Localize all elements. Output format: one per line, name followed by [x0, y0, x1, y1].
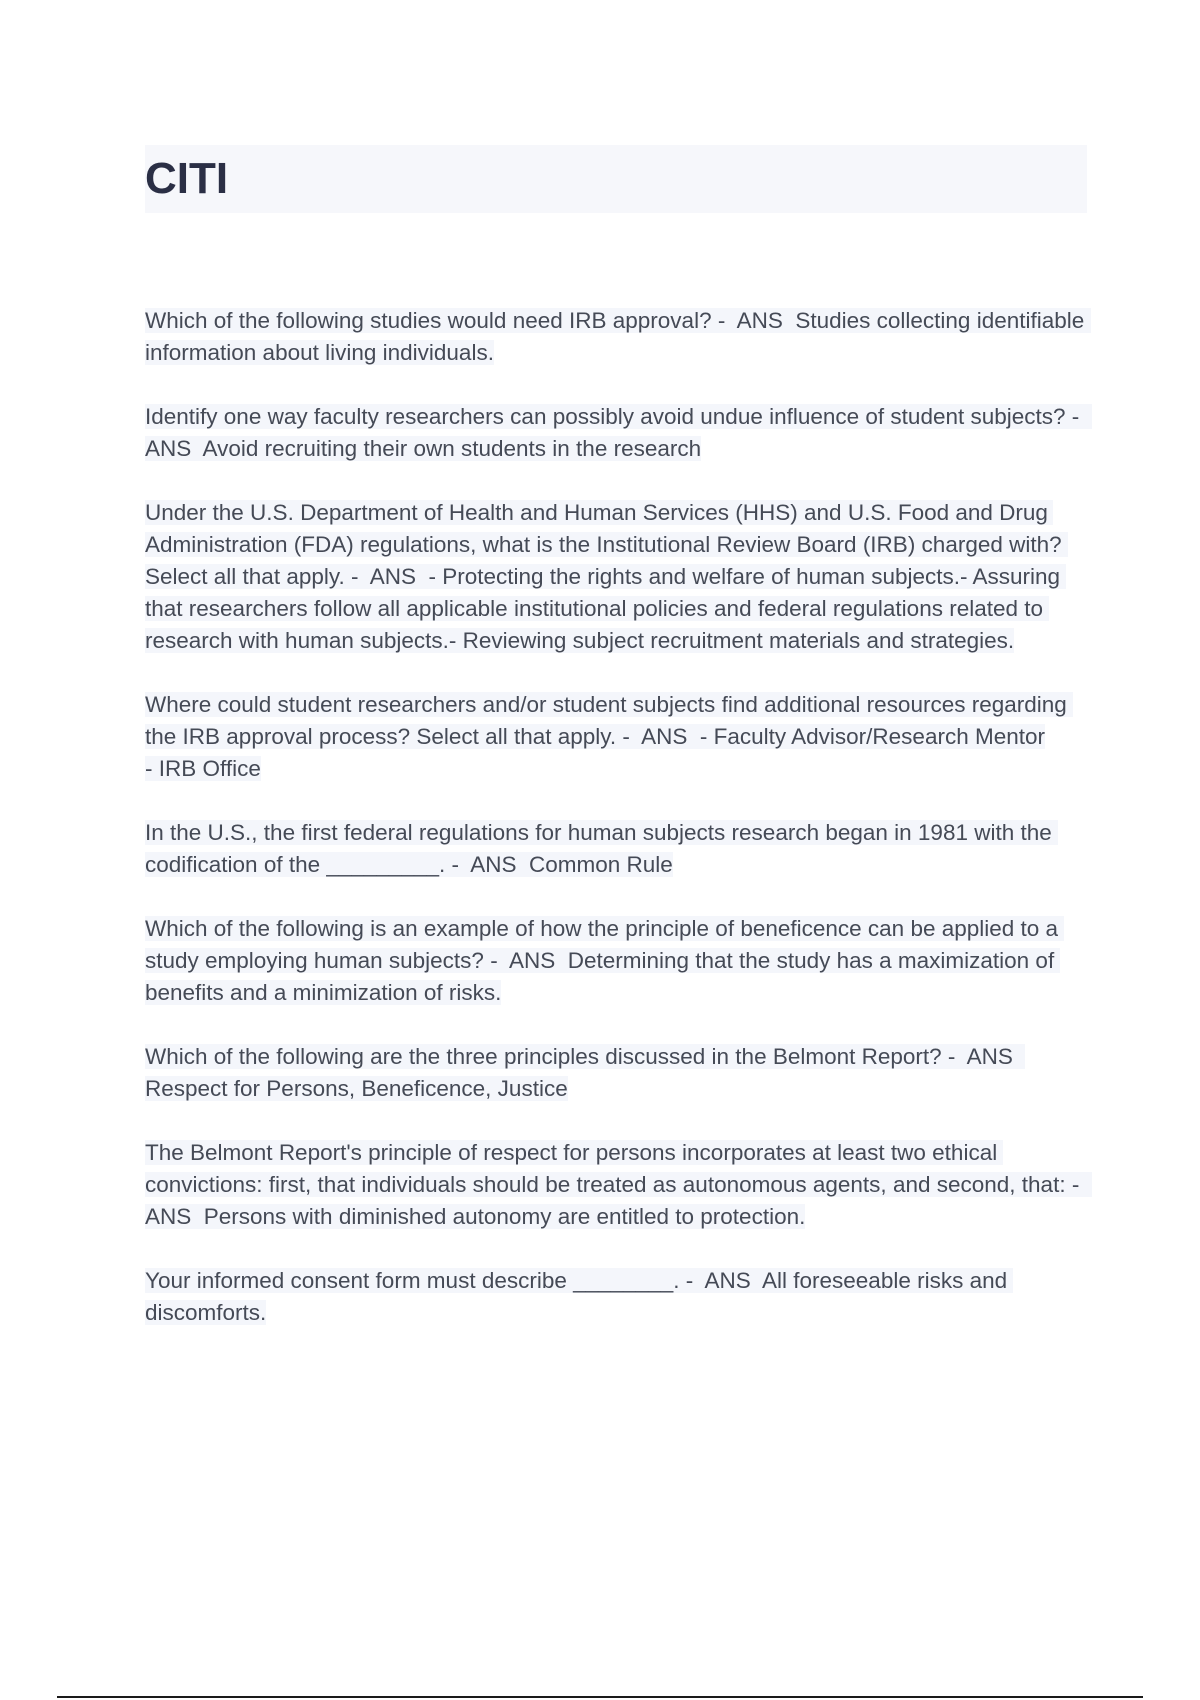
qa-item [145, 497, 1085, 657]
qa-text: Your informed consent form must describe ________. - ANS All foreseeable risks and discomforts. [145, 1268, 1014, 1325]
qa-item [145, 913, 1085, 1009]
qa-item [145, 1041, 1085, 1105]
qa-text: Which of the following studies would need IRB approval? - ANS Studies collecting identifiable information about living individuals. [145, 308, 1091, 365]
qa-text: Which of the following are the three principles discussed in the Belmont Report? - ANS Respect for Persons, Beneficence, Justice [145, 1044, 1026, 1101]
qa-text: Which of the following is an example of how the principle of beneficence can be applied to a study employing human subjects? - ANS Determining that the study has a maximization of benefits and a minimization of risks. [145, 916, 1065, 1005]
qa-item [145, 817, 1085, 881]
qa-item [145, 305, 1091, 369]
qa-text: In the U.S., the first federal regulations for human subjects research began in 1981 with the codification of the _________. - ANS Common Rule [145, 820, 1059, 877]
qa-text: Under the U.S. Department of Health and Human Services (HHS) and U.S. Food and Drug Administration (FDA) regulations, what is the Institutional Review Board (IRB) charged with? Select all that apply. - ANS - Protecting the rights and welfare of human subjects.- Assuring that researchers follow all applicable institutional policies and federal regulations related to research with human subjects.- Reviewing subject recruitment materials and strategies. [145, 500, 1068, 653]
qa-item [145, 1265, 1085, 1329]
qa-item [145, 689, 1085, 785]
document-title: CITI [145, 154, 229, 203]
qa-item [145, 1137, 1092, 1233]
qa-text: The Belmont Report's principle of respect for persons incorporates at least two ethical convictions: first, that individuals should be treated as autonomous agents, and second, that: - ANS Persons with diminished autonomy are entitled to protection. [145, 1140, 1092, 1229]
title-banner [145, 145, 1087, 213]
qa-item [145, 401, 1092, 465]
footer-divider [57, 1696, 1143, 1698]
qa-text: Identify one way faculty researchers can possibly avoid undue influence of student subjects? - ANS Avoid recruiting their own students in the research [145, 404, 1092, 461]
qa-list [145, 305, 1092, 1361]
qa-text: Where could student researchers and/or student subjects find additional resources regarding the IRB approval process? Select all that apply. - ANS - Faculty Advisor/Research Mentor - IRB Office [145, 692, 1073, 781]
